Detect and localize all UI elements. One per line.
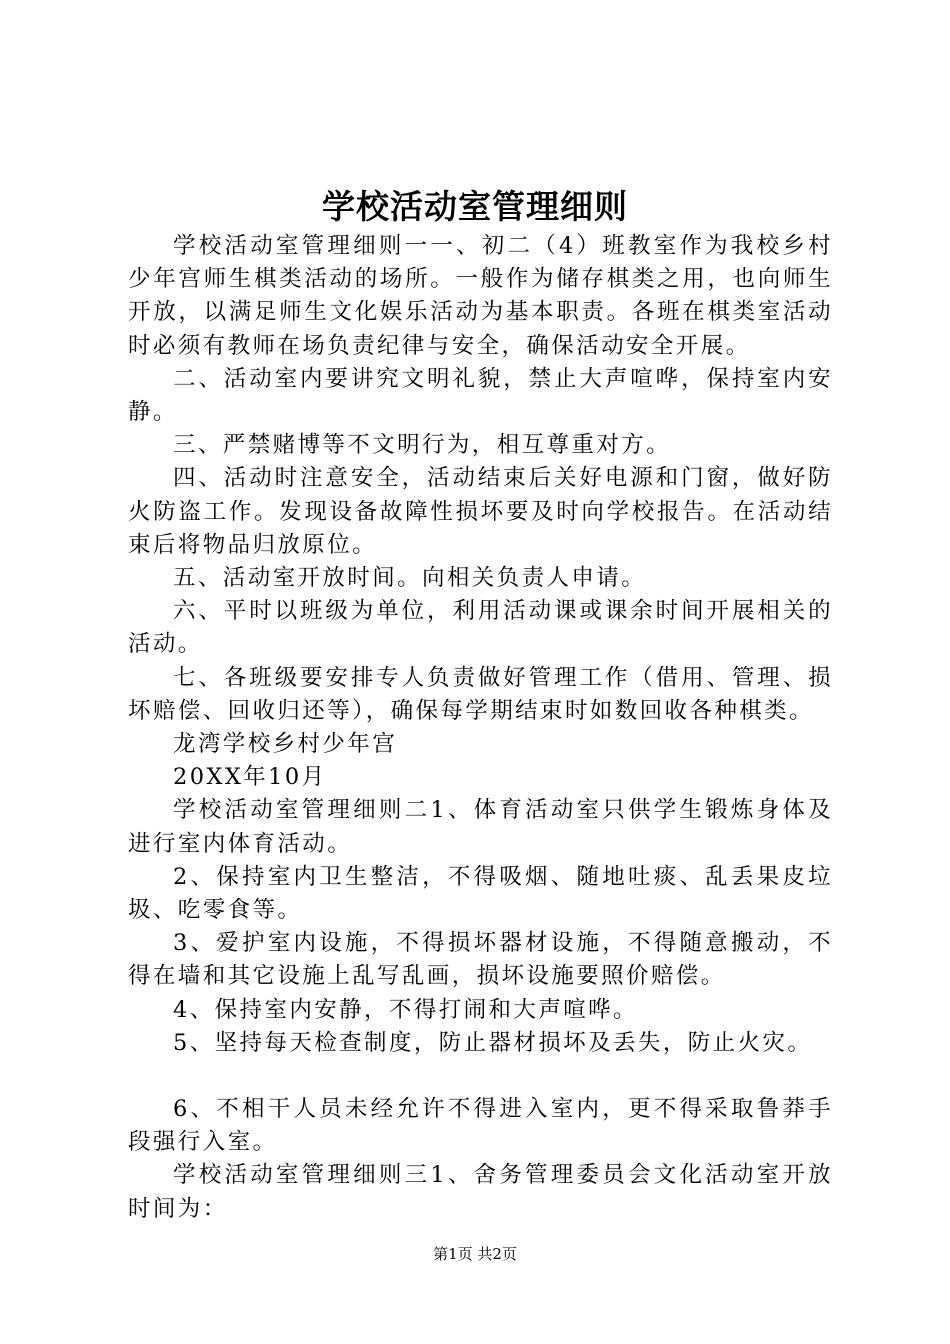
paragraph-rule-2: 二、活动室内要讲究文明礼貌，禁止大声喧哗，保持室内安静。 [128, 365, 833, 426]
paragraph-part-2-rule-5: 5、坚持每天检查制度，防止器材损坏及丢失，防止火灾。 [173, 1029, 813, 1056]
paragraph-part-2-rule-2: 2、保持室内卫生整洁，不得吸烟、随地吐痰、乱丢果皮垃圾、吃零食等。 [128, 863, 833, 924]
paragraph-rule-3: 三、严禁赌博等不文明行为，相互尊重对方。 [173, 432, 672, 459]
signature-organization: 龙湾学校乡村少年宫 [173, 731, 398, 758]
document-title: 学校活动室管理细则 [322, 187, 628, 226]
document-body [128, 230, 833, 1226]
paragraph-part-3-rule-1: 学校活动室管理细则三1、舍务管理委员会文化活动室开放时间为： [128, 1162, 833, 1222]
paragraph-rule-4: 四、活动时注意安全，活动结束后关好电源和门窗，做好防火防盗工作。发现设备故障性损坏要及时向学校报告。在活动结束后将物品归放原位。 [128, 465, 833, 558]
paragraph-part-2-rule-1: 学校活动室管理细则二1、体育活动室只供学生锻炼身体及进行室内体育活动。 [128, 797, 833, 857]
paragraph-part-2-rule-3: 3、爱护室内设施，不得损坏器材设施，不得随意搬动，不得在墙和其它设施上乱写乱画，损坏设施要照价赔偿。 [128, 930, 833, 990]
paragraph-rule-6: 六、平时以班级为单位，利用活动课或课余时间开展相关的活动。 [128, 598, 833, 658]
paragraph-rule-7: 七、各班级要安排专人负责做好管理工作（借用、管理、损坏赔偿、回收归还等），确保每学期结束时如数回收各种棋类。 [128, 664, 833, 724]
paragraph-intro: 学校活动室管理细则一一、初二（4）班教室作为我校乡村少年宫师生棋类活动的场所。一般作为储存棋类之用，也向师生开放，以满足师生文化娱乐活动为基本职责。各班在棋类室活动时必须有教师在场负责纪律与安全，确保活动安全开展。 [128, 233, 833, 359]
paragraph-part-2-rule-4: 4、保持室内安静，不得打闹和大声喧哗。 [173, 996, 638, 1023]
page-number-footer: 第1页 共2页 [433, 1245, 517, 1263]
paragraph-rule-5: 五、活动室开放时间。向相关负责人申请。 [173, 565, 647, 592]
paragraph-part-2-rule-6: 6、不相干人员未经允许不得进入室内，更不得采取鲁莽手段强行入室。 [128, 1096, 833, 1156]
signature-date: 20XX年10月 [173, 764, 327, 791]
